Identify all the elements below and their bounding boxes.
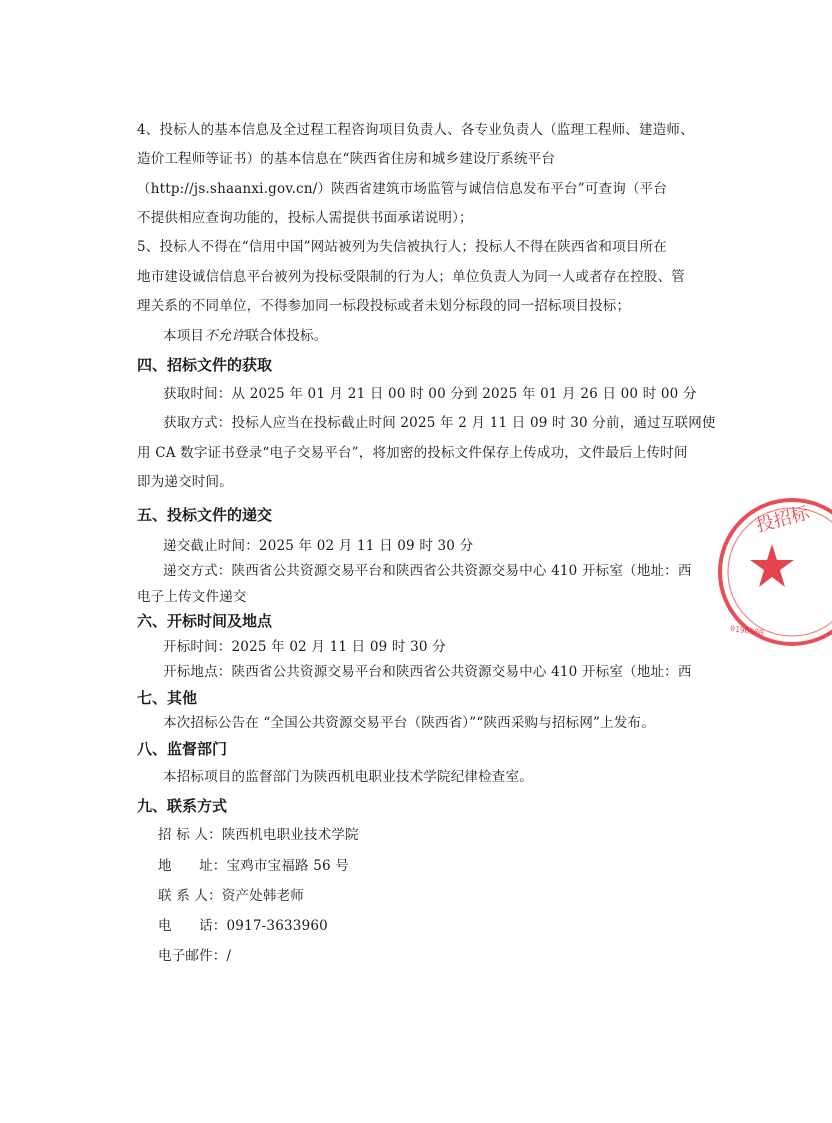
contact-row-email <box>158 947 231 965</box>
joint-suffix: 联合体投标。 <box>245 328 328 344</box>
credit-req-line-2: 地市建设诚信信息平台被列为投标受限制的行为人；单位负责人为同一人或者存在控股、管 <box>137 269 685 285</box>
seal-text: 投招标 <box>753 502 812 537</box>
credit-req-line-3: 理关系的不同单位，不得参加同一标段投标或者未划分标段的同一招标项目投标； <box>137 298 631 314</box>
section-7-heading: 七、其他 <box>137 689 198 707</box>
submission-deadline: 递交截止时间：2025 年 02 月 11 日 09 时 30 分 <box>163 538 474 554</box>
contact-value: 陕西机电职业技术学院 <box>221 827 359 843</box>
doc-acquire-method-line-3: 即为递交时间。 <box>137 474 233 490</box>
bidder-info-line-2: 造价工程师等证书）的基本信息在“陕西省住房和城乡建设厅系统平台 <box>137 151 556 167</box>
seal-star-icon <box>750 544 794 587</box>
contact-label: 电 话： <box>158 918 227 934</box>
contact-row-bidder <box>158 826 359 844</box>
supervision-note: 本招标项目的监督部门为陕西机电职业技术学院纪律检查室。 <box>163 769 533 785</box>
contact-row-person <box>158 887 304 905</box>
contact-label: 联 系 人： <box>158 888 222 904</box>
contact-value: 0917-3633960 <box>226 918 328 934</box>
contact-row-phone <box>158 917 328 935</box>
doc-acquire-time: 获取时间：从 2025 年 01 月 21 日 00 时 00 分到 2025 年 01 月 26 日 00 时 00 分 <box>163 386 697 402</box>
section-8-heading: 八、监督部门 <box>137 740 228 758</box>
submission-method-line-2: 电子上传文件递交 <box>137 589 247 605</box>
contact-value: / <box>226 948 232 964</box>
seal-number: 0190900 <box>729 623 765 638</box>
joint-emphasis: 不允许 <box>204 328 246 344</box>
section-9-heading: 九、联系方式 <box>137 797 228 815</box>
contact-value: 资产处韩老师 <box>221 888 304 904</box>
contact-label: 招 标 人： <box>158 827 222 843</box>
section-4-heading: 四、招标文件的获取 <box>137 356 273 374</box>
joint-bidding-note <box>163 327 327 345</box>
joint-prefix: 本项目 <box>163 328 205 344</box>
opening-place: 开标地点：陕西省公共资源交易平台和陕西省公共资源交易中心 410 开标室（地址：西 <box>163 664 692 680</box>
opening-time: 开标时间：2025 年 02 月 11 日 09 时 30 分 <box>163 639 446 655</box>
official-seal <box>712 492 832 652</box>
section-6-heading: 六、开标时间及地点 <box>137 612 273 630</box>
bidder-info-line-1: 4、投标人的基本信息及全过程工程咨询项目负责人、各专业负责人（监理工程师、建造师、 <box>137 122 694 138</box>
publication-note: 本次招标公告在 “全国公共资源交易平台（陕西省）”“陕西采购与招标网”上发布。 <box>163 715 655 731</box>
section-5-heading: 五、投标文件的递交 <box>137 506 273 524</box>
contact-label: 电子邮件： <box>158 948 227 964</box>
credit-req-line-1: 5、投标人不得在“信用中国”网站被列为失信被执行人；投标人不得在陕西省和项目所在 <box>137 239 667 255</box>
bidder-info-line-4: 不提供相应查询功能的，投标人需提供书面承诺说明）； <box>137 210 473 226</box>
contact-label: 地 址： <box>158 858 227 874</box>
contact-value: 宝鸡市宝福路 56 号 <box>226 858 349 874</box>
contact-row-address <box>158 857 349 875</box>
submission-method-line-1: 递交方式：陕西省公共资源交易平台和陕西省公共资源交易中心 410 开标室（地址：西 <box>163 563 692 579</box>
bidder-info-line-3: （http://js.shaanxi.gov.cn/）陕西省建筑市场监管与诚信信息发布平台”可查询（平台 <box>137 181 668 197</box>
doc-acquire-method-line-2: 用 CA 数字证书登录“电子交易平台”，将加密的投标文件保存上传成功，文件最后上传时间 <box>137 445 688 461</box>
doc-acquire-method-line-1: 获取方式：投标人应当在投标截止时间 2025 年 2 月 11 日 09 时 30 分前，通过互联网使 <box>163 415 716 431</box>
seal-graphic <box>712 492 832 652</box>
